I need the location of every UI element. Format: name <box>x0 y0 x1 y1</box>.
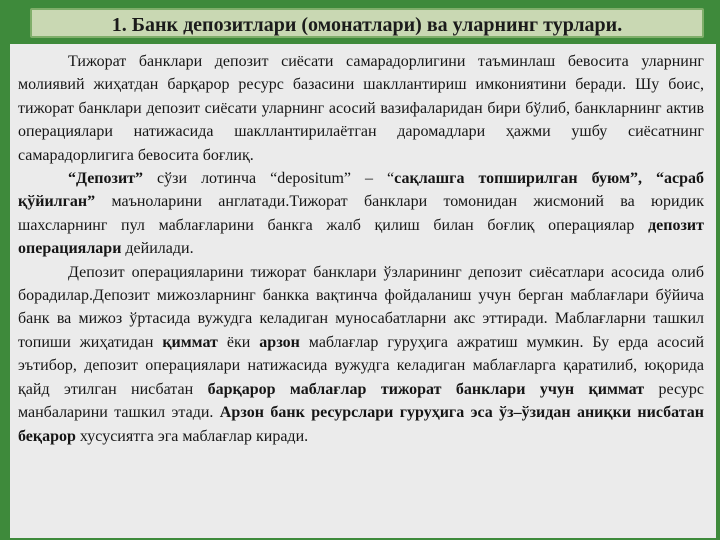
bold-term: қиммат <box>162 333 218 351</box>
bold-term: депозит операциялари <box>18 216 704 258</box>
paragraph-text: маблағлар гуруҳига ажратиш мумкин. Бу ерда асосий эътибор, депозит операциялари натижасида вужудга келадиган маблағларга қаратилиб, юқорида қайд этилган нисбатан <box>18 333 705 398</box>
text-body <box>18 50 704 448</box>
paragraph-text: хусусиятга эга маблағлар киради. <box>75 427 309 445</box>
bold-term: арзон <box>259 333 300 351</box>
slide-title: 1. Банк депозитлари (омонатлари) ва уларнинг турлари. <box>111 14 623 36</box>
paragraph-text: сўзи лотинча “depositum” – “ <box>143 170 395 188</box>
paragraph-1 <box>18 50 704 167</box>
paragraph-2 <box>18 167 704 261</box>
paragraph-text: Тижорат банклари депозит сиёсати самарадорлигини таъминлаш бевосита уларнинг молиявий жиҳатдан барқарор ресурс базасини шакллантириш имкониятини беради. Шу боис, тижорат банклари депозит сиёсати уларнинг асосий вазифаларидан бири бўлиб, банкларнинг актив операциялари натижасида шакллантирилаётган даромадлари ҳажми ушбу сиёсатнинг самарадорлигига бевосита боғлиқ. <box>18 53 704 164</box>
paragraph-3 <box>18 261 704 448</box>
bold-term: барқарор маблағлар тижорат банклари учун қиммат <box>207 380 645 398</box>
paragraph-text: ресурс манбаларини ташкил этади. <box>18 380 704 422</box>
bold-term: “Депозит” <box>68 170 144 188</box>
paragraph-text: Депозит операцияларини тижорат банклари ўзларининг депозит сиёсатлари асосида олиб борадилар.Депозит мижозларнинг банкка вақтинча фойдаланиш учун берган маблағлари бўйича банк ва мижоз ўртасида вужудга келадиган муносабатларни акс эттиради. Маблағларни ташкил топиши жиҳатидан <box>18 263 704 351</box>
paragraph-text: ёки <box>217 333 260 351</box>
content-panel <box>10 44 716 538</box>
bold-term: сақлашга топширилган буюм”, “асраб қўйилган” <box>18 170 704 211</box>
paragraph-text: маъноларини англатади.Тижорат банклари томонидан жисмоний ва юридик шахсларнинг пул маблағларини банкга жалб қилиш билан боғлиқ операциялар <box>18 193 704 234</box>
bold-term: Арзон банк ресурслари гуруҳига эса ўз–ўзидан аниқки нисбатан беқарор <box>18 404 705 445</box>
paragraph-text: дейилади. <box>121 240 194 258</box>
title-bar <box>30 8 704 38</box>
